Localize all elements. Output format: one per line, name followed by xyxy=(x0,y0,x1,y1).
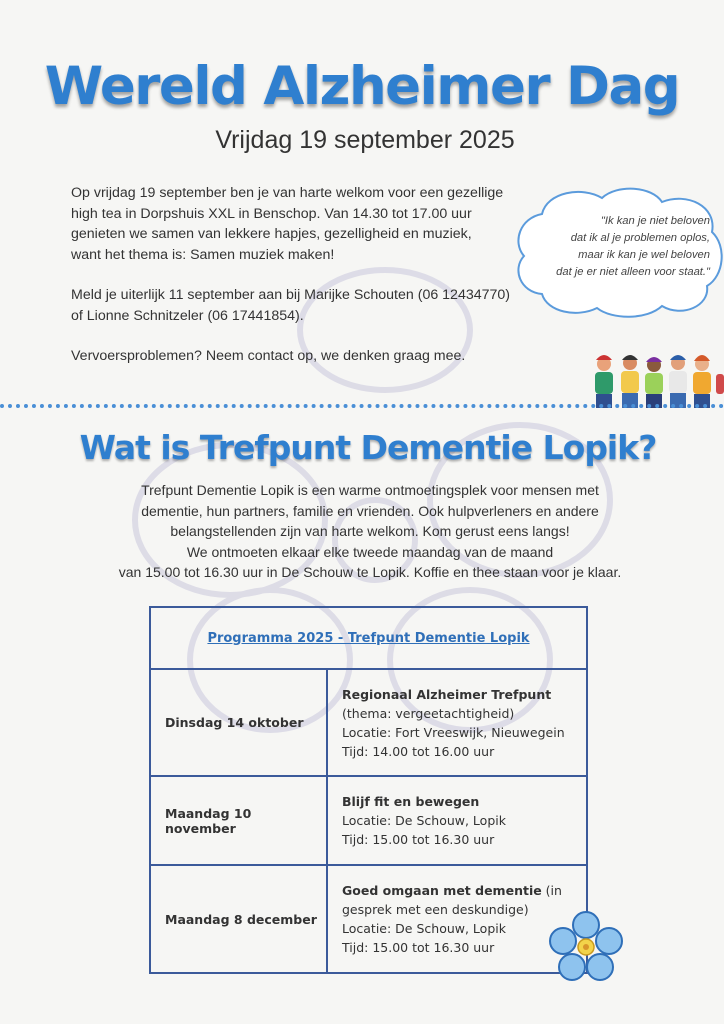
intro-line: Op vrijdag 19 september ben je van harte welkom voor een gezellige xyxy=(71,185,504,201)
program-table xyxy=(149,606,588,974)
quote-line: maar ik kan je wel beloven xyxy=(578,249,710,261)
program-item-title: Goed omgaan met dementie xyxy=(342,883,542,898)
program-date: Maandag 10 november xyxy=(150,776,327,865)
quote-line: dat je er niet alleen voor staat." xyxy=(556,266,710,278)
program-info xyxy=(327,669,587,776)
intro-paragraph-signup xyxy=(71,285,531,326)
intro-line: Meld je uiterlijk 11 september aan bij Marijke Schouten (06 12434770) xyxy=(71,287,511,303)
intro-paragraph-transport xyxy=(71,346,531,367)
page-title: Wereld Alzheimer Dag xyxy=(44,56,680,117)
program-location: Locatie: De Schouw, Lopik xyxy=(342,813,506,828)
description-line: van 15.00 tot 16.30 uur in De Schouw te Lopik. Koffie en thee staan voor je klaar. xyxy=(118,564,622,580)
table-row xyxy=(150,865,587,973)
forget-me-not-flower-icon xyxy=(549,910,623,982)
quote-line: "Ik kan je niet beloven xyxy=(600,215,710,227)
program-location: Locatie: De Schouw, Lopik xyxy=(342,921,506,936)
program-time: Tijd: 14.00 tot 16.00 uur xyxy=(342,743,495,759)
description-line: We ontmoeten elkaar elke tweede maandag van de maand xyxy=(186,543,554,560)
program-date: Dinsdag 14 oktober xyxy=(150,669,327,776)
program-date: Maandag 8 december xyxy=(150,865,327,973)
quote-text xyxy=(530,213,710,281)
table-header-row xyxy=(150,607,587,669)
program-title: Programma 2025 - Trefpunt Dementie Lopik xyxy=(150,607,587,669)
people-group-illustration xyxy=(590,350,724,408)
table-row xyxy=(150,669,587,776)
program-info xyxy=(327,776,587,865)
intro-paragraph-event xyxy=(71,183,531,265)
section-title: Wat is Trefpunt Dementie Lopik? xyxy=(79,428,657,467)
program-detail: (thema: vergeetachtigheid) xyxy=(342,705,515,721)
program-info xyxy=(327,865,587,973)
intro-text xyxy=(71,183,531,387)
table-row xyxy=(150,776,587,865)
quote-line: dat ik al je problemen oplos, xyxy=(570,232,710,244)
intro-line: want het thema is: Samen muziek maken! xyxy=(71,246,335,263)
description-line: belangstellenden zijn van harte welkom. Kom gerust eens langs! xyxy=(170,523,570,539)
program-time: Tijd: 15.00 tot 16.30 uur xyxy=(342,940,495,955)
description-line: dementie, hun partners, familie en vrienden. Ook hulpverleners en andere xyxy=(141,502,599,519)
program-location: Locatie: Fort Vreeswijk, Nieuwegein xyxy=(342,724,565,740)
program-time: Tijd: 15.00 tot 16.30 uur xyxy=(342,832,495,847)
intro-line: of Lionne Schnitzeler (06 17441854). xyxy=(71,307,304,324)
intro-line: high tea in Dorpshuis XXL in Benschop. Van 14.30 tot 17.00 uur xyxy=(71,205,472,222)
intro-line: Vervoersproblemen? Neem contact op, we denken graag mee. xyxy=(71,348,466,364)
intro-line: genieten we samen van lekkere hapjes, gezelligheid en muziek, xyxy=(71,226,472,242)
program-item-subtitle: (in gesprek met een deskundige) xyxy=(342,883,562,917)
description-line: Trefpunt Dementie Lopik is een warme ontmoetingsplek voor mensen met xyxy=(141,482,599,498)
program-item-title: Regionaal Alzheimer Trefpunt xyxy=(342,686,552,702)
section-description xyxy=(100,480,640,583)
event-date: Vrijdag 19 september 2025 xyxy=(215,126,515,154)
program-item-title: Blijf fit en bewegen xyxy=(342,794,480,809)
dotted-divider xyxy=(0,404,724,408)
